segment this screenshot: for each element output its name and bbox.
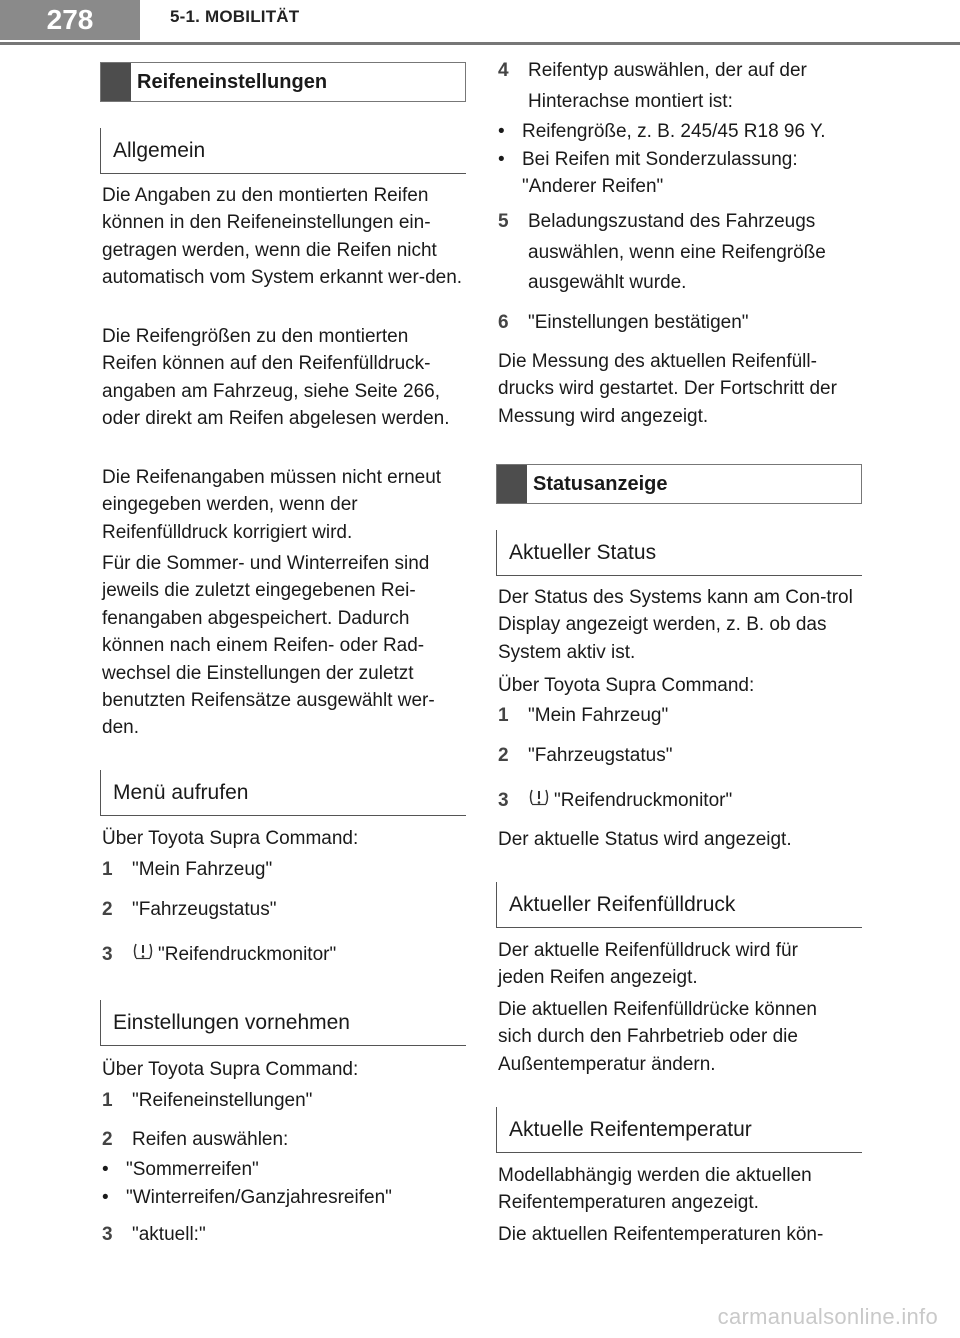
paragraph: Die aktuellen Reifenfülldrücke können sich durch den Fahrbetrieb oder die Außentemperatur ändern. xyxy=(498,999,817,1075)
step-number: 3 xyxy=(498,790,509,811)
step-number: 3 xyxy=(102,944,113,965)
subheading-pressure: Aktueller Reifenfülldruck xyxy=(496,882,862,928)
step-text: "Reifendruckmonitor" xyxy=(554,790,733,811)
box-title: Reifeneinstellungen xyxy=(137,70,328,93)
step-text: "Einstellungen bestätigen" xyxy=(528,312,749,333)
paragraph: Der Status des Systems kann am Con-trol Display angezeigt werden, z. B. ob das System aktiv ist. xyxy=(498,587,853,663)
box-bar xyxy=(101,63,131,101)
list-item xyxy=(498,118,826,145)
step-text: "Mein Fahrzeug" xyxy=(528,705,669,726)
bullet-dot: • xyxy=(498,149,505,170)
watermark: carmanualsonline.info xyxy=(717,1304,938,1329)
step-item xyxy=(102,940,336,970)
step-text: "Fahrzeugstatus" xyxy=(132,899,277,920)
step-item xyxy=(498,741,672,771)
step-text: "Reifendruckmonitor" xyxy=(158,944,337,965)
step-number: 2 xyxy=(498,745,509,766)
bullet-text: "Winterreifen/Ganzjahresreifen" xyxy=(126,1187,392,1208)
step-text: "Mein Fahrzeug" xyxy=(132,859,273,880)
step-item xyxy=(498,55,807,117)
step-number: 3 xyxy=(102,1224,113,1245)
paragraph: Der aktuelle Reifenfülldruck wird für jeden Reifen angezeigt. xyxy=(498,940,798,989)
step-number: 1 xyxy=(102,859,113,880)
bullet-text: "Sommerreifen" xyxy=(126,1159,259,1180)
step-item xyxy=(102,855,272,885)
step-item xyxy=(102,1086,312,1116)
box-title: Statusanzeige xyxy=(533,472,668,495)
section-box-statusanzeige xyxy=(496,464,862,504)
bullet-text: Reifengröße, z. B. 245/45 R18 96 Y. xyxy=(522,121,826,142)
bullet-dot: • xyxy=(102,1159,109,1180)
tire-warning-icon xyxy=(528,786,548,804)
bullet-text xyxy=(522,146,798,200)
subheading-settings: Einstellungen vornehmen xyxy=(100,1000,466,1046)
step-text xyxy=(528,55,807,117)
intro-text: Über Toyota Supra Command: xyxy=(102,828,359,849)
box-bar xyxy=(497,465,527,503)
subheading-menu: Menü aufrufen xyxy=(100,770,466,816)
bullet-text-line: Bei Reifen mit Sonderzulassung: xyxy=(522,149,798,170)
header-divider xyxy=(0,42,960,45)
bullet-dot: • xyxy=(102,1187,109,1208)
step-item xyxy=(102,1220,206,1250)
list-item xyxy=(102,1184,392,1211)
step-item xyxy=(498,308,749,338)
step-number: 1 xyxy=(498,705,509,726)
bullet-text-line: "Anderer Reifen" xyxy=(522,176,664,197)
subheading-allgemein: Allgemein xyxy=(100,128,466,174)
paragraph: Die Messung des aktuellen Reifenfüll-drucks wird gestartet. Der Fortschritt der Messung wird angezeigt. xyxy=(498,351,837,427)
step-item xyxy=(498,786,732,816)
paragraph: Für die Sommer- und Winterreifen sind jeweils die zuletzt eingegebenen Rei-fenangaben abgespeichert. Dadurch können nach einem Reifen- oder Rad-wechsel die Einstellungen der zuletzt benutzten Reifensätze ausgewählt wer-den. xyxy=(102,553,435,739)
step-text: Reifen auswählen: xyxy=(132,1129,289,1150)
intro-text: Über Toyota Supra Command: xyxy=(498,675,755,696)
paragraph: Modellabhängig werden die aktuellen Reifentemperaturen angezeigt. xyxy=(498,1165,812,1214)
subheading-status: Aktueller Status xyxy=(496,530,862,576)
list-item xyxy=(498,146,798,200)
bullet-dot: • xyxy=(498,121,505,142)
step-item xyxy=(498,207,826,299)
step-number: 4 xyxy=(498,60,509,81)
paragraph: Die aktuellen Reifentemperaturen kön- xyxy=(498,1224,824,1245)
step-text: "Reifeneinstellungen" xyxy=(132,1090,313,1111)
step-item xyxy=(102,895,276,925)
step-text-line: auswählen, wenn eine Reifengröße xyxy=(528,241,826,263)
step-number: 1 xyxy=(102,1090,113,1111)
step-text-line: Hinterachse montiert ist: xyxy=(528,91,733,112)
section-box-reifeneinstellungen xyxy=(100,62,466,102)
page-number: 278 xyxy=(0,0,140,40)
step-item xyxy=(498,701,668,731)
paragraph: Der aktuelle Status wird angezeigt. xyxy=(498,829,792,850)
paragraph: Die Reifengrößen zu den montierten Reifen können auf den Reifenfülldruck-angaben am Fahrzeug, siehe Seite 266, oder direkt am Reifen abgelesen werden. xyxy=(102,326,450,430)
section-title: 5-1. MOBILITÄT xyxy=(170,7,300,26)
list-item xyxy=(102,1156,259,1183)
step-text xyxy=(528,207,826,299)
step-number: 2 xyxy=(102,899,113,920)
step-text: "aktuell:" xyxy=(132,1224,206,1245)
intro-text: Über Toyota Supra Command: xyxy=(102,1059,359,1080)
paragraph: Die Reifenangaben müssen nicht erneut eingegeben werden, wenn der Reifenfülldruck korrigiert wird. xyxy=(102,467,442,543)
step-text-line: Reifentyp auswählen, der auf der xyxy=(528,60,807,81)
subheading-temperature: Aktuelle Reifentemperatur xyxy=(496,1107,862,1153)
tire-warning-icon xyxy=(132,940,152,958)
step-number: 5 xyxy=(498,211,509,232)
step-number: 6 xyxy=(498,312,509,333)
step-item xyxy=(102,1125,288,1155)
step-text-line: Beladungszustand des Fahrzeugs xyxy=(528,211,816,232)
step-number: 2 xyxy=(102,1129,113,1150)
paragraph: Die Angaben zu den montierten Reifen können in den Reifeneinstellungen ein-getragen werden, wenn die Reifen nicht automatisch vom System erkannt wer-den. xyxy=(102,185,463,289)
step-text-line: ausgewählt wurde. xyxy=(528,272,687,293)
step-text: "Fahrzeugstatus" xyxy=(528,745,673,766)
